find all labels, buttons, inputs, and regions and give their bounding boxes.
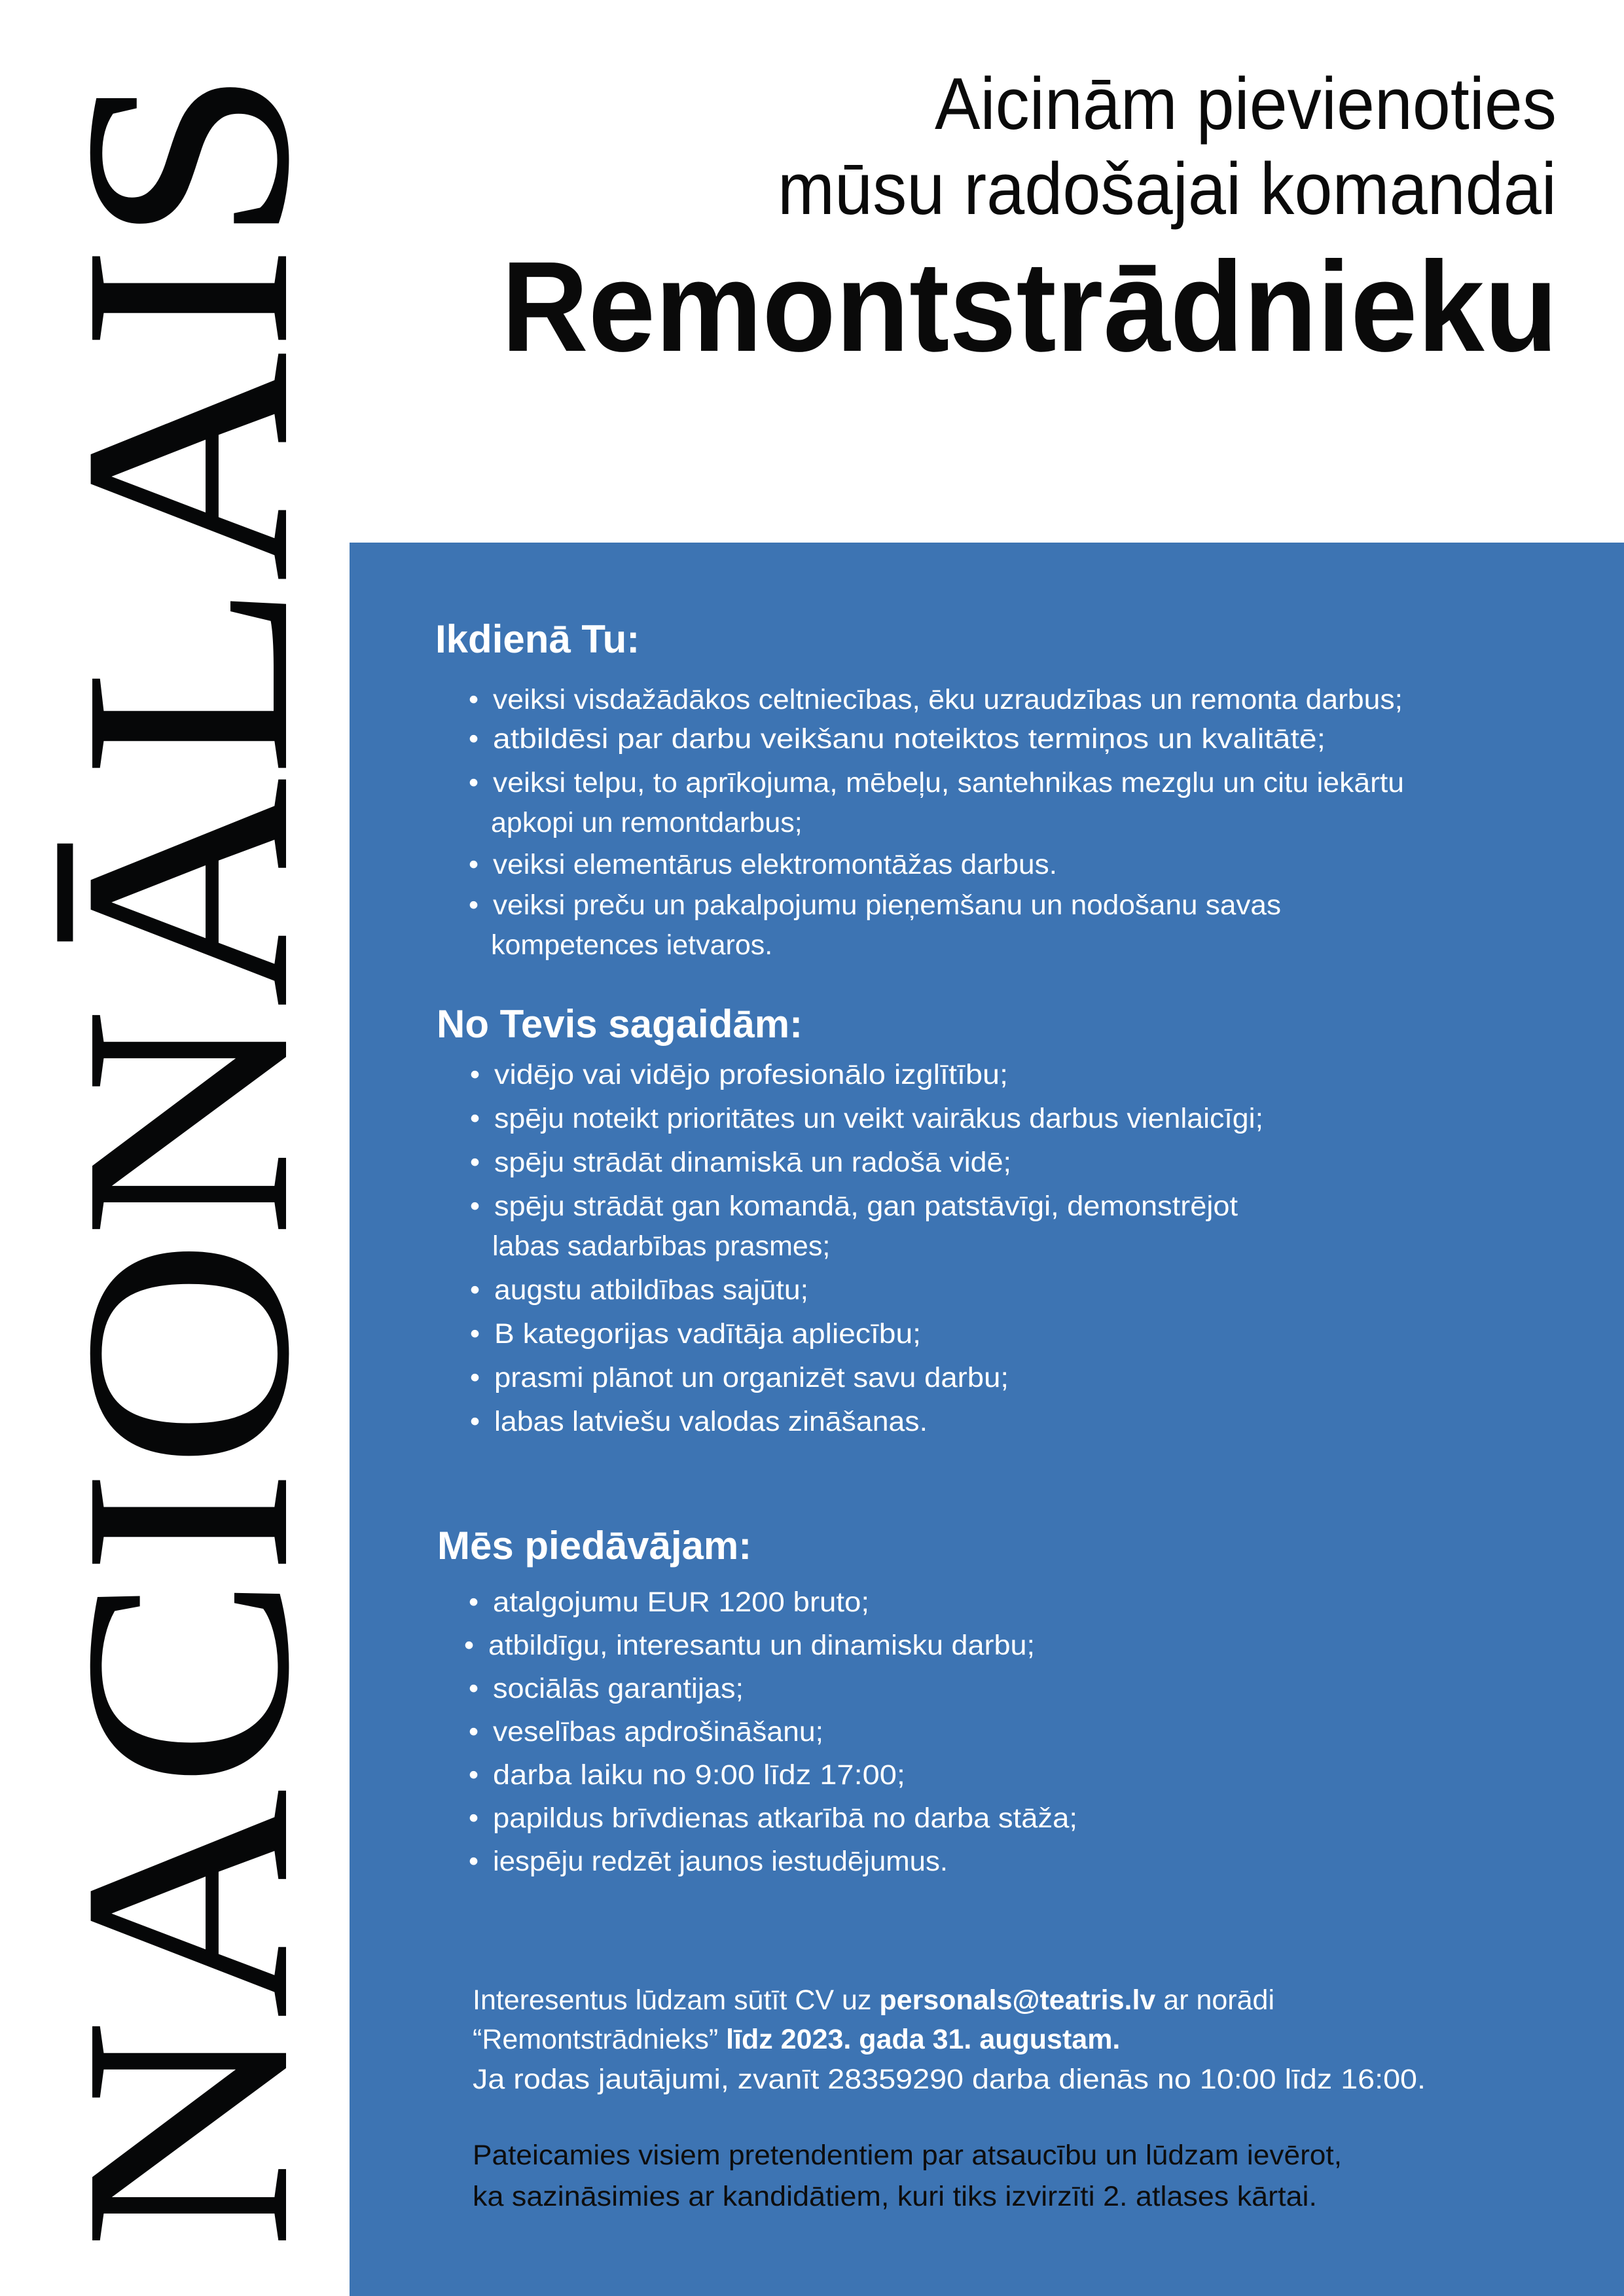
header-line-2: mūsu radošajai komandai [778, 148, 1557, 230]
list-item [470, 1103, 1263, 1134]
bullet-icon: • [469, 684, 479, 715]
list-item [469, 1803, 1077, 1834]
header-line-1: Aicinām pievienoties [935, 63, 1557, 145]
page-title: Remontstrādnieku [501, 235, 1558, 378]
list-item-text: veiksi telpu, to aprīkojuma, mēbeļu, santehnikas mezglu un citu iekārtu [493, 767, 1404, 798]
section-heading: No Tevis sagaidām: [437, 1002, 803, 1046]
wordmark-text: NACIONĀLAIS [22, 228, 350, 2250]
contact-text: Interesentus lūdzam sūtīt CV uz [473, 1984, 880, 2016]
bullet-icon: • [469, 1803, 479, 1834]
list-item [469, 1587, 869, 1618]
list-item [469, 849, 1057, 880]
list-item-text: atbildīgu, interesantu un dinamisku darbu; [488, 1630, 1035, 1661]
list-item-text: veiksi elementārus elektromontāžas darbus. [493, 849, 1057, 880]
list-item [469, 1673, 744, 1704]
list-item-text: labas latviešu valodas zināšanas. [494, 1406, 928, 1437]
list-item [469, 1759, 905, 1791]
bullet-icon: • [469, 889, 479, 921]
list-item-text: B kategorijas vadītāja apliecību; [494, 1318, 921, 1350]
bullet-icon: • [470, 1274, 480, 1306]
list-item-text: vidējo vai vidējo profesionālo izglītību; [494, 1059, 1008, 1090]
list-item-text: veselības apdrošināšanu; [493, 1716, 823, 1748]
list-item-text: atalgojumu EUR 1200 bruto; [493, 1587, 869, 1618]
contact-line-1 [473, 1984, 1274, 2016]
contact-line-2 [473, 2024, 1120, 2055]
closing-line-2: ka sazināsimies ar kandidātiem, kuri tiks izvirzīti 2. atlases kārtai. [473, 2181, 1317, 2212]
bullet-icon: • [469, 767, 479, 798]
list-item [470, 1318, 921, 1350]
list-item [470, 1147, 1011, 1178]
list-item-text: veiksi visdažādākos celtniecības, ēku uzraudzības un remonta darbus; [493, 684, 1403, 715]
bullet-icon: • [469, 849, 479, 880]
email-link[interactable]: personals@teatris.lv [879, 1984, 1156, 2016]
list-item-text: darba laiku no 9:00 līdz 17:00; [493, 1759, 905, 1791]
list-item [469, 1716, 823, 1748]
list-item-text: prasmi plānot un organizēt savu darbu; [494, 1362, 1009, 1393]
list-item [470, 1274, 808, 1306]
bullet-icon: • [469, 1587, 479, 1618]
list-item-text: sociālās garantijas; [493, 1673, 744, 1704]
bullet-icon: • [470, 1362, 480, 1393]
bullet-icon: • [469, 1846, 479, 1877]
list-item-text: augstu atbildības sajūtu; [494, 1274, 808, 1306]
list-item-text: spēju noteikt prioritātes un veikt vairākus darbus vienlaicīgi; [494, 1103, 1263, 1134]
list-item-text: atbildēsi par darbu veikšanu noteiktos termiņos un kvalitātē; [493, 723, 1326, 755]
list-item [464, 1630, 1035, 1661]
list-item [470, 1406, 928, 1437]
bullet-icon: • [470, 1406, 480, 1437]
list-item-text-continued: labas sadarbības prasmes; [492, 1230, 831, 1262]
section-heading: Ikdienā Tu: [435, 617, 640, 661]
bullet-icon: • [469, 723, 479, 755]
bullet-icon: • [470, 1147, 480, 1178]
bullet-icon: • [470, 1059, 480, 1090]
list-item-text: spēju strādāt dinamiskā un radošā vidē; [494, 1147, 1011, 1178]
list-item [469, 684, 1403, 715]
list-item [470, 1059, 1008, 1090]
contact-text: ar norādi [1155, 1984, 1275, 2016]
list-item [469, 723, 1326, 755]
list-item [469, 1846, 948, 1877]
bullet-icon: • [469, 1759, 479, 1791]
bullet-icon: • [469, 1716, 479, 1748]
list-item-text: iespēju redzēt jaunos iestudējumus. [493, 1846, 948, 1877]
list-item-text-continued: apkopi un remontdarbus; [491, 807, 803, 838]
closing-line-1: Pateicamies visiem pretendentiem par atsaucību un lūdzam ievērot, [473, 2140, 1342, 2171]
vertical-wordmark [22, 67, 350, 2250]
bullet-icon: • [469, 1673, 479, 1704]
bullet-icon: • [470, 1318, 480, 1350]
list-item-text: veiksi preču un pakalpojumu pieņemšanu un nodošanu savas [493, 889, 1281, 921]
list-item-text: spēju strādāt gan komandā, gan patstāvīgi, demonstrējot [494, 1191, 1238, 1222]
contact-text: “Remontstrādnieks” [473, 2024, 727, 2055]
list-item [470, 1362, 1009, 1393]
list-item-text-continued: kompetences ietvaros. [491, 929, 773, 961]
bullet-icon: • [464, 1630, 475, 1661]
deadline-text: līdz 2023. gada 31. augustam. [726, 2024, 1121, 2055]
list-item-text: papildus brīvdienas atkarībā no darba stāža; [493, 1803, 1077, 1834]
bullet-icon: • [470, 1103, 480, 1134]
section-heading: Mēs piedāvājam: [437, 1524, 752, 1568]
contact-line-3: Ja rodas jautājumi, zvanīt 28359290 darba dienās no 10:00 līdz 16:00. [473, 2064, 1426, 2095]
bullet-icon: • [470, 1191, 480, 1222]
